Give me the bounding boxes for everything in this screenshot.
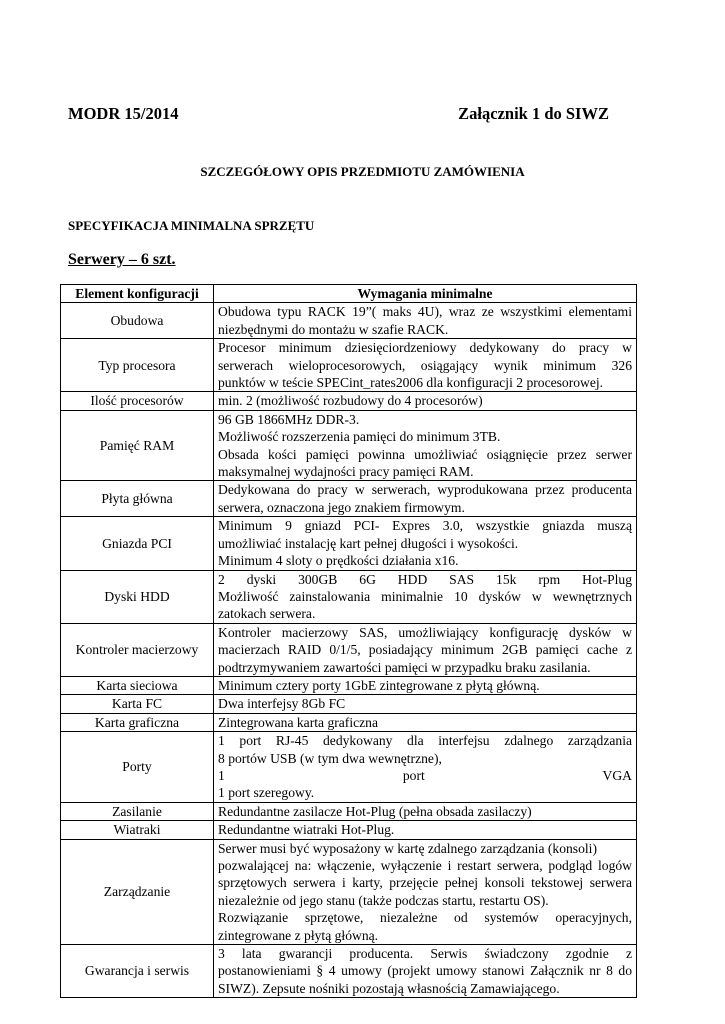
table-row — [61, 713, 637, 731]
table-row — [61, 732, 637, 803]
requirements-cell — [214, 732, 637, 803]
element-name-cell: Gniazda PCI — [61, 517, 214, 570]
requirement-line: niezbędnymi do montażu w szafie RACK. — [218, 321, 449, 337]
requirement-line: Kontroler macierzowy SAS, umożliwiający konfigurację dysków w — [218, 624, 632, 640]
element-name-cell: Płyta główna — [61, 481, 214, 517]
requirements-cell — [214, 839, 637, 944]
requirements-cell — [214, 713, 637, 731]
document-reference: MODR 15/2014 — [68, 104, 179, 123]
requirements-cell — [214, 945, 637, 998]
requirement-line: Możliwość zainstalowania minimalnie 10 dysków w wewnętrznych — [218, 588, 632, 604]
element-name-cell: Kontroler macierzowy — [61, 623, 214, 676]
requirement-line: 1 port szeregowy. — [218, 785, 315, 801]
requirement-line: serwera, oznaczona jego znakiem firmowym. — [218, 499, 465, 515]
element-name-cell: Porty — [61, 732, 214, 803]
element-name-cell: Karta sieciowa — [61, 676, 214, 694]
requirements-cell — [214, 481, 637, 517]
requirement-line: 1 port RJ-45 dedykowany dla interfejsu zdalnego zarządzania — [218, 733, 632, 749]
column-header-requirements: Wymagania minimalne — [214, 285, 637, 303]
requirement-line: SIWZ). Zepsute nośniki pozostają własnością Zamawiającego. — [218, 980, 560, 996]
requirement-line: maksymalnej wydajności pracy pamięci RAM. — [218, 464, 474, 480]
requirements-cell — [214, 695, 637, 713]
table-row — [61, 945, 637, 998]
requirement-line: zatokach serwera. — [218, 606, 316, 622]
requirement-line: Zintegrowana karta graficzna — [218, 714, 379, 730]
table-row — [61, 839, 637, 944]
requirement-line: Minimum cztery porty 1GbE zintegrowane z płytą główną. — [218, 677, 540, 693]
requirements-cell — [214, 623, 637, 676]
element-name-cell: Zasilanie — [61, 802, 214, 820]
column-header-element: Element konfiguracji — [61, 285, 214, 303]
table-row — [61, 517, 637, 570]
element-name-cell: Zarządzanie — [61, 839, 214, 944]
requirement-line: pozwalającej na: włączenie, wyłączenie i restart serwera, podgląd logów — [218, 858, 632, 873]
table-row — [61, 570, 637, 623]
requirement-line: macierzach RAID 0/1/5, posiadający minimum 2GB pamięci cache z — [218, 642, 632, 658]
requirement-line: Redundantne zasilacze Hot-Plug (pełna obsada zasilaczy) — [218, 803, 532, 819]
requirement-line: Procesor minimum dziesięciordzeniowy dedykowany do pracy w — [218, 340, 632, 356]
table-header-row — [61, 285, 637, 303]
element-name-cell: Pamięć RAM — [61, 410, 214, 481]
requirement-line: 2 dyski 300GB 6G HDD SAS 15k rpm Hot-Plug — [218, 571, 632, 587]
requirement-line: serwerach wieloprocesorowych, osiągający wynik minimum 326 — [218, 357, 632, 373]
document-header — [68, 104, 609, 128]
requirements-cell — [214, 570, 637, 623]
requirement-line: Rozwiązanie sprzętowe, niezależne od systemów operacyjnych, — [218, 910, 632, 926]
requirement-line: zintegrowane z płytą główną. — [218, 927, 379, 943]
requirement-line: Obsada kości pamięci powinna umożliwiać osiągnięcie przez serwer — [218, 446, 632, 462]
table-row — [61, 339, 637, 392]
requirement-line: niezależnie od jego stanu (także podczas startu, restartu OS). — [218, 892, 549, 908]
element-name-cell: Ilość procesorów — [61, 392, 214, 410]
requirement-line: Minimum 9 gniazd PCI- Expres 3.0, wszystkie gniazda muszą — [218, 518, 632, 534]
requirement-line: Minimum 4 sloty o prędkości działania x16. — [218, 553, 459, 569]
requirement-line: Redundantne wiatraki Hot-Plug. — [218, 822, 395, 838]
requirement-line: umożliwiać instalację kart pełnej długości i wysokości. — [218, 535, 519, 551]
element-name-cell: Gwarancja i serwis — [61, 945, 214, 998]
requirement-line: min. 2 (możliwość rozbudowy do 4 procesorów) — [218, 393, 483, 409]
requirements-cell — [214, 392, 637, 410]
requirement-line: Serwer musi być wyposażony w kartę zdalnego zarządzania (konsoli) — [218, 840, 597, 856]
requirements-cell — [214, 802, 637, 820]
table-row — [61, 695, 637, 713]
attachment-label: Załącznik 1 do SIWZ — [458, 104, 609, 123]
requirement-line: Dwa interfejsy 8Gb FC — [218, 696, 346, 712]
table-row — [61, 392, 637, 410]
element-name-cell: Karta graficzna — [61, 713, 214, 731]
requirement-line: postanowieniami § 4 umowy (projekt umowy stanowi Załącznik nr 8 do — [218, 963, 632, 979]
element-name-cell: Typ procesora — [61, 339, 214, 392]
requirement-line: 3 lata gwarancji producenta. Serwis świadczony zgodnie z — [218, 946, 632, 962]
requirement-line: Możliwość rozszerzenia pamięci do minimum 3TB. — [218, 429, 501, 445]
spec-heading: SPECYFIKACJA MINIMALNA SPRZĘTU — [68, 218, 315, 233]
table-row — [61, 821, 637, 839]
table-row — [61, 623, 637, 676]
requirements-cell — [214, 821, 637, 839]
requirement-line: Obudowa typu RACK 19”( maks 4U), wraz ze wszystkimi elementami — [218, 304, 632, 320]
table-body — [61, 303, 637, 998]
element-name-cell: Dyski HDD — [61, 570, 214, 623]
requirements-cell — [214, 303, 637, 339]
section-heading: Serwery – 6 szt. — [68, 251, 176, 268]
element-name-cell: Karta FC — [61, 695, 214, 713]
element-name-cell: Obudowa — [61, 303, 214, 339]
requirement-line: 1 port VGA — [218, 767, 632, 783]
spec-table — [60, 284, 637, 998]
table-row — [61, 303, 637, 339]
table-row — [61, 802, 637, 820]
requirements-cell — [214, 410, 637, 481]
table-row — [61, 676, 637, 694]
table-row — [61, 410, 637, 481]
requirement-line: 8 portów USB (w tym dwa wewnętrzne), — [218, 750, 442, 766]
requirement-line: sprzętowych serwera i karty, przejęcie pełnej konsoli tekstowej serwera — [218, 875, 632, 891]
requirements-cell — [214, 676, 637, 694]
requirement-line: 96 GB 1866MHz DDR-3. — [218, 411, 360, 427]
element-name-cell: Wiatraki — [61, 821, 214, 839]
document-title: SZCZEGÓŁOWY OPIS PRZEDMIOTU ZAMÓWIENIA — [200, 164, 525, 179]
table-row — [61, 481, 637, 517]
requirement-line: Dedykowana do pracy w serwerach, wyprodukowana przez producenta — [218, 482, 632, 498]
requirement-line: punktów w teście SPECint_rates2006 dla konfiguracji 2 procesorowej. — [218, 375, 604, 391]
requirements-cell — [214, 517, 637, 570]
requirement-line: podtrzymywaniem zawartości pamięci w przypadku braku zasilania. — [218, 659, 591, 675]
requirements-cell — [214, 339, 637, 392]
